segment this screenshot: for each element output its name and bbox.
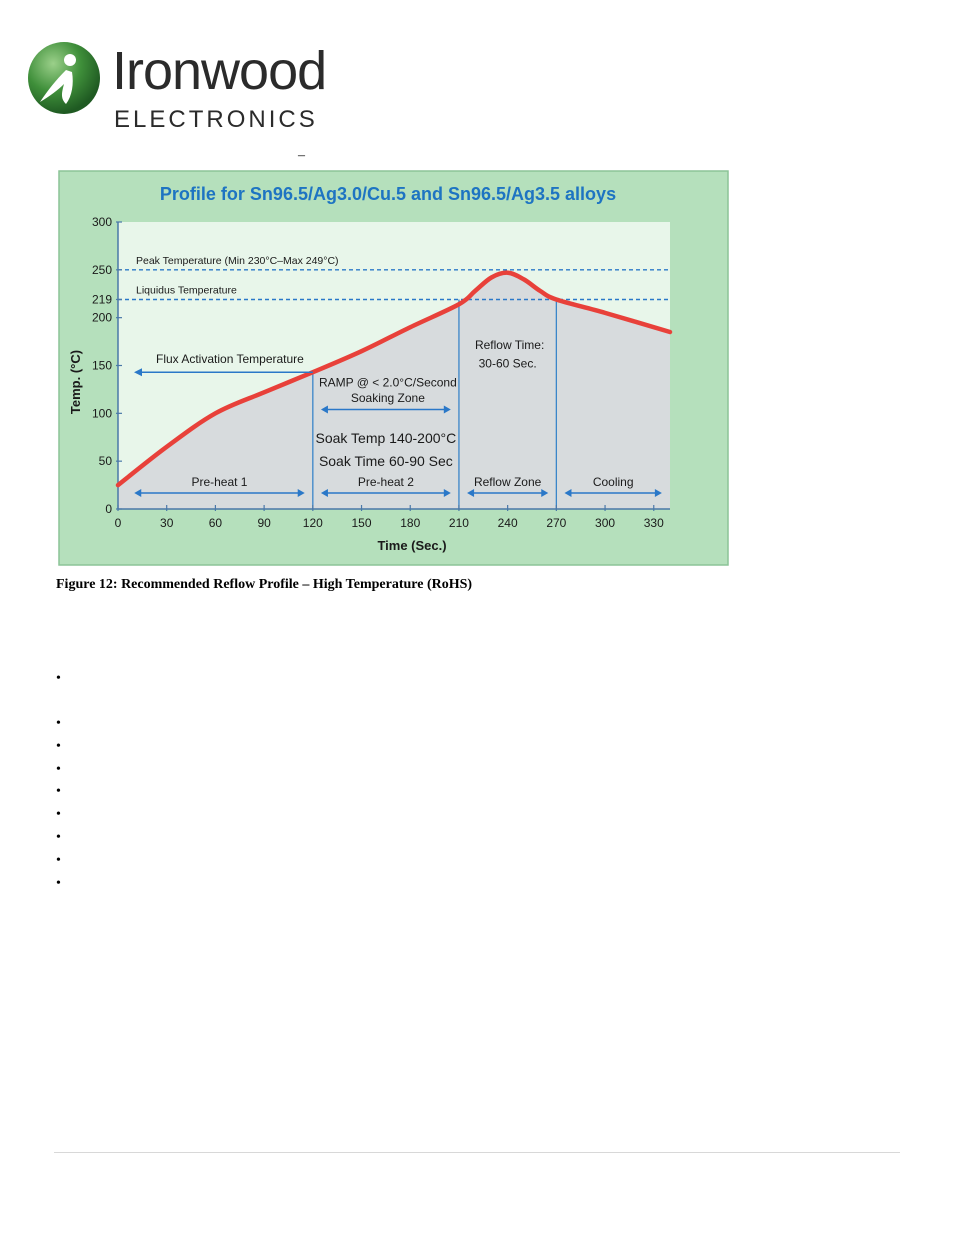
x-tick-label: 210 (448, 516, 469, 530)
y-tick-label: 100 (91, 406, 112, 421)
reference-line-label: Liquidus Temperature (136, 284, 237, 297)
list-item: • (56, 716, 61, 731)
list-item: • (56, 739, 61, 754)
zone-label: Pre-heat 1 (191, 475, 248, 489)
reference-line-label: Peak Temperature (Min 230°C–Max 249°C) (136, 254, 339, 267)
flux-label: Flux Activation Temperature (156, 352, 304, 367)
ramp-label: RAMP @ < 2.0°C/Second (318, 375, 457, 390)
y-tick-label: 200 (91, 310, 112, 325)
list-item: • (56, 784, 61, 799)
x-tick-label: 90 (257, 516, 271, 530)
x-axis-label: Time (Sec.) (377, 538, 447, 553)
x-tick-label: 120 (302, 516, 323, 530)
soaking-zone-label: Soaking Zone (350, 390, 425, 405)
list-item: • (56, 807, 61, 822)
reflow-time-label: Reflow Time: (474, 338, 545, 353)
figure-caption: Figure 12: Recommended Reflow Profile – High Temperature (RoHS) (56, 577, 473, 592)
ironwood-logo (26, 40, 336, 135)
y-tick-label: 50 (98, 454, 112, 469)
x-tick-label: 330 (643, 516, 664, 530)
y-tick-label: 150 (91, 358, 112, 373)
list-item: • (56, 762, 61, 777)
soak-temp-label: Soak Temp 140-200°C (315, 429, 457, 446)
y-tick-label: 0 (105, 502, 112, 516)
logo-subtitle: ELECTRONICS (114, 106, 318, 133)
x-tick-label: 60 (208, 516, 223, 530)
x-tick-label: 270 (546, 516, 567, 530)
reflow-time-range: 30-60 Sec. (478, 356, 537, 371)
x-tick-label: 300 (595, 516, 616, 530)
y-tick-label: 300 (91, 215, 112, 229)
zone-label: Reflow Zone (473, 475, 542, 489)
list-item: • (56, 671, 61, 686)
x-tick-label: 0 (114, 516, 122, 530)
x-tick-label: 30 (160, 516, 174, 530)
x-tick-label: 150 (351, 516, 372, 530)
soak-time-label: Soak Time 60-90 Sec (318, 452, 453, 469)
footer-divider (54, 1152, 900, 1153)
zone-label: Cooling (592, 475, 634, 489)
chart-title: Profile for Sn96.5/Ag3.0/Cu.5 and Sn96.5/Ag3.5 alloys (159, 184, 617, 204)
list-item: • (56, 830, 61, 845)
x-tick-label: 180 (400, 516, 421, 530)
header-dash: – (298, 148, 305, 163)
list-item: • (56, 853, 61, 868)
reflow-profile-chart (58, 170, 729, 566)
list-item: • (56, 876, 61, 891)
logo-wordmark: Ironwood (112, 41, 327, 101)
y-tick-label: 250 (91, 262, 112, 277)
x-tick-label: 240 (497, 516, 518, 530)
zone-label: Pre-heat 2 (357, 475, 414, 489)
y-tick-label: 219 (91, 292, 112, 307)
bullet-list (56, 0, 66, 1235)
y-axis-label: Temp. (°C) (68, 349, 83, 415)
